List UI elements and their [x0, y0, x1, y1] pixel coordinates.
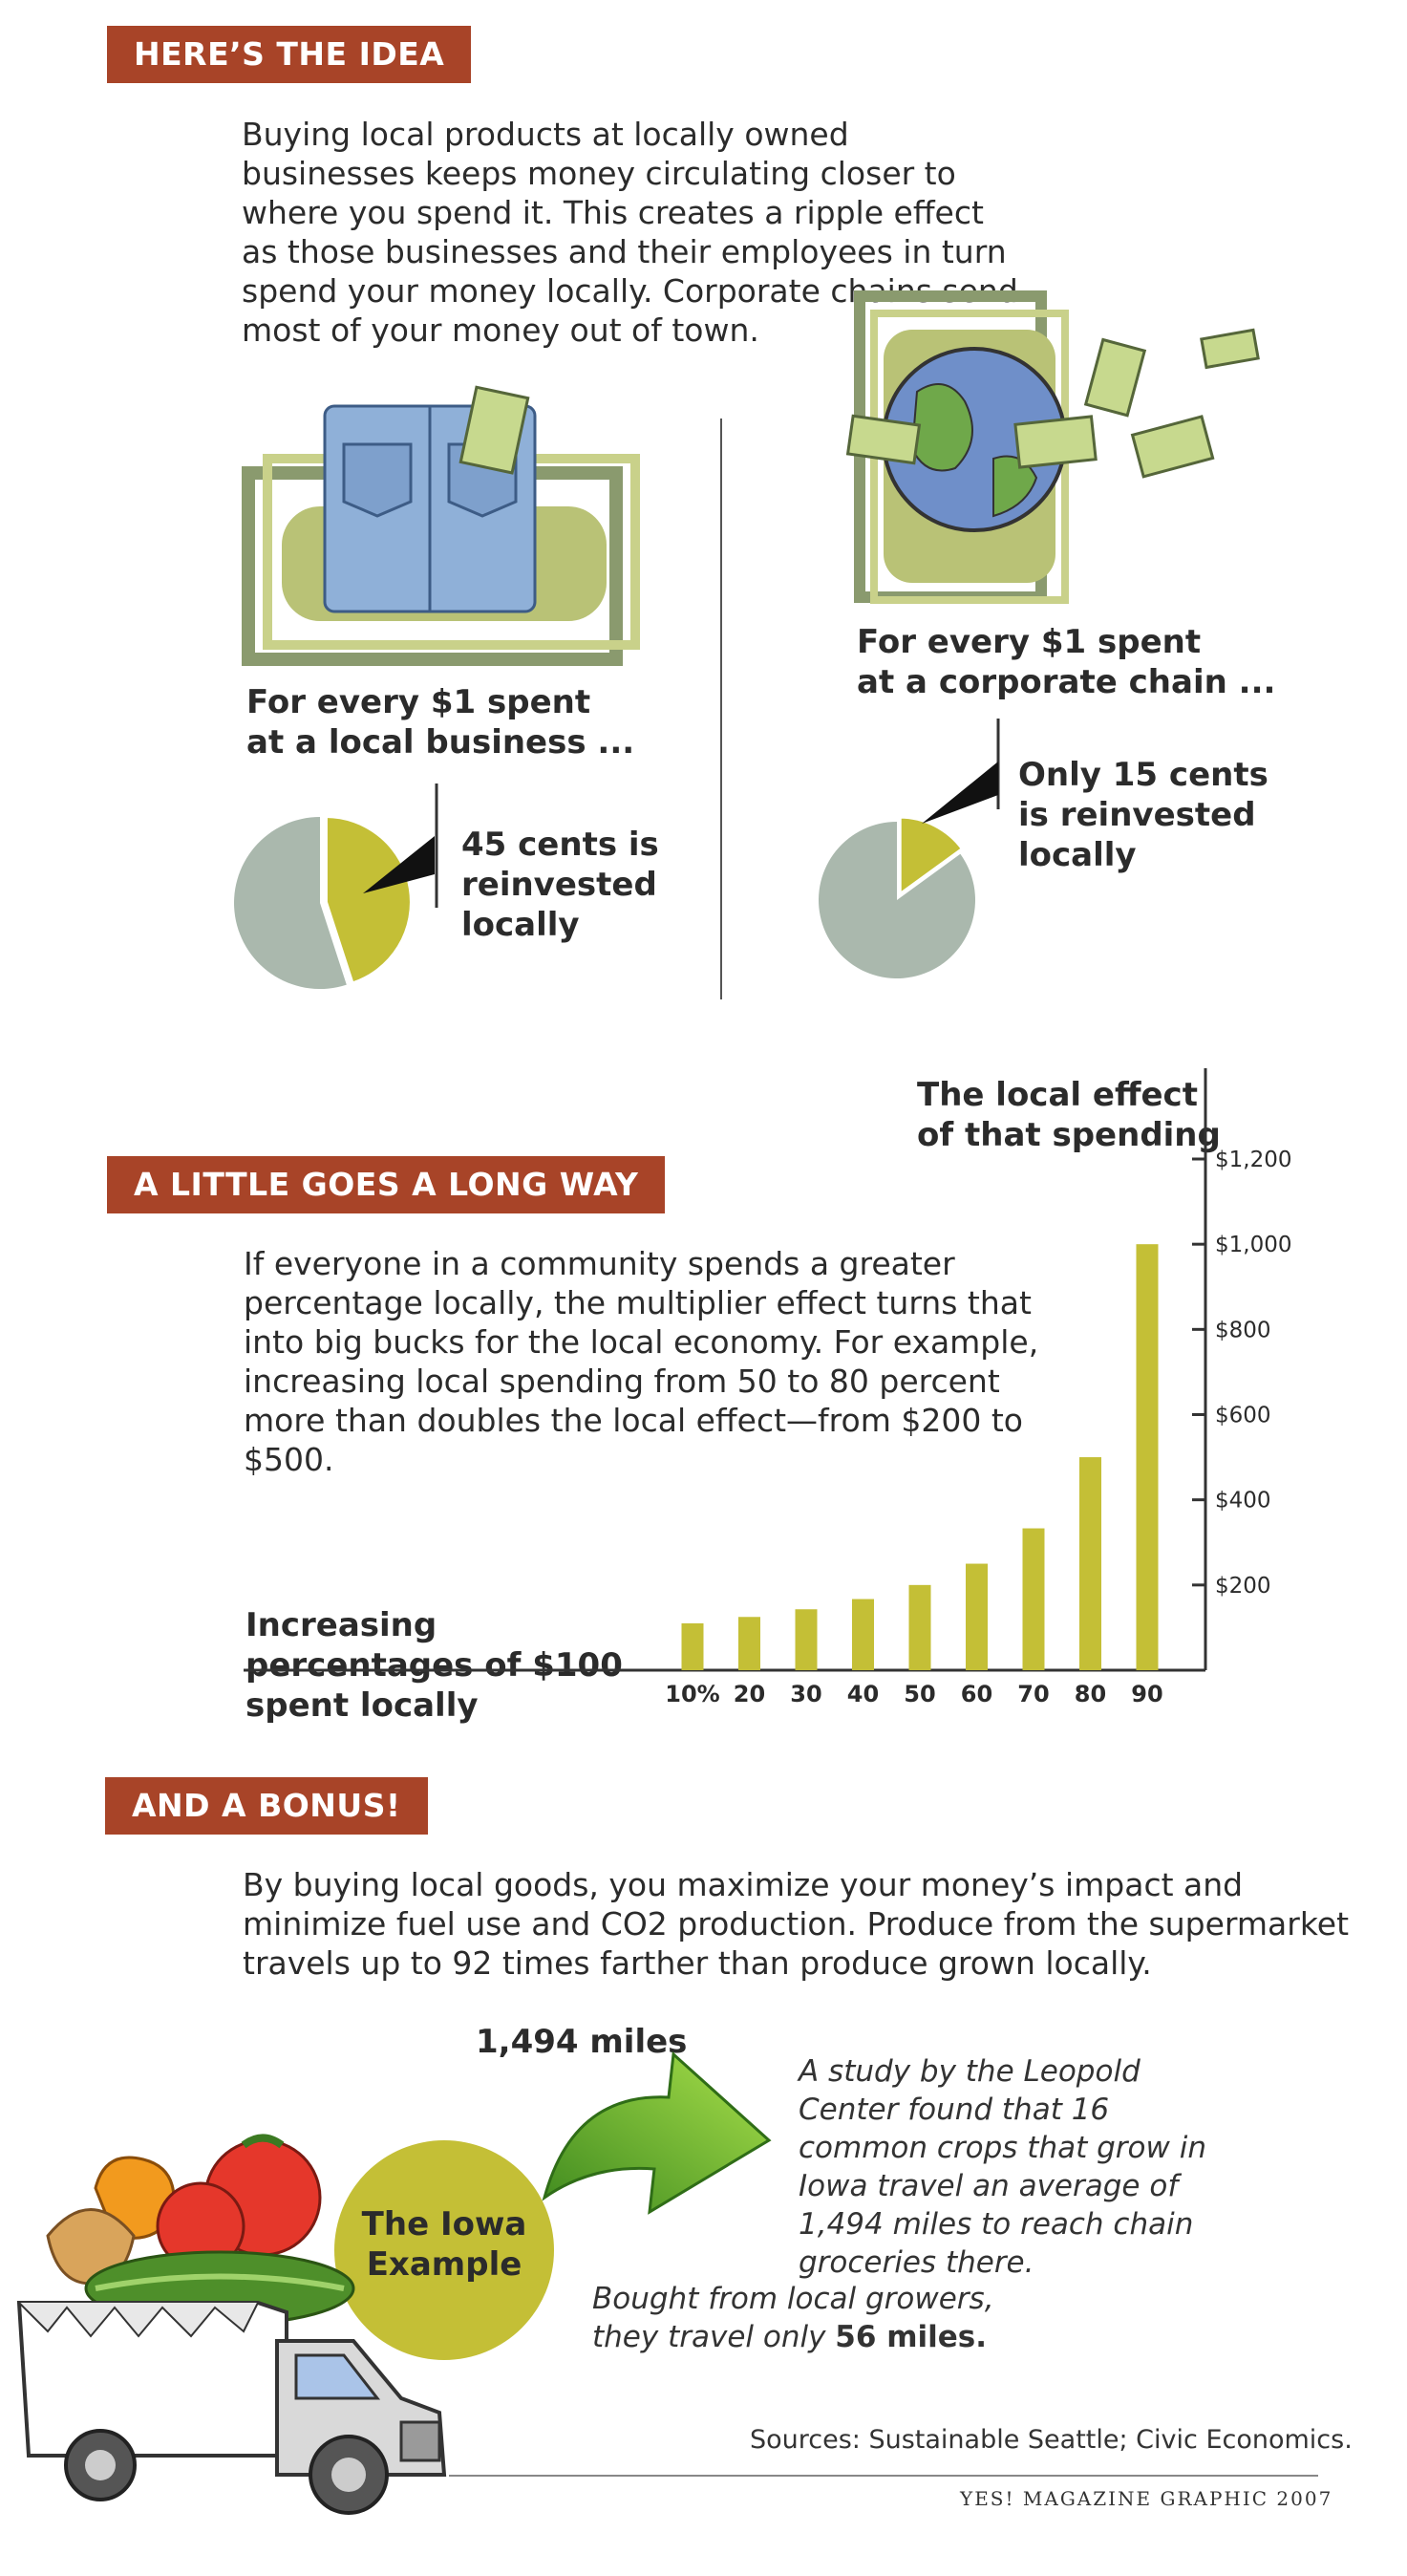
bar	[796, 1609, 818, 1670]
chain-callout-line2: is reinvested	[1018, 796, 1256, 834]
bar-chart-title: The local effect of that spending	[917, 1076, 1221, 1154]
bar	[852, 1599, 874, 1670]
bonus-text: By buying local goods, you maximize your money’s impact and minimize fuel use and CO2 production. Produce from the supermarket travels up to 92 times farther than produce grown locally.	[243, 1866, 1350, 1982]
y-tick-label: $800	[1215, 1318, 1271, 1343]
chain-callout-line1: Only 15 cents	[1018, 756, 1268, 794]
local-growers-line1: Bought from local growers,	[592, 2282, 994, 2316]
idea-banner: HERE’S THE IDEA	[107, 26, 471, 83]
x-tick-label: 10%	[665, 1681, 720, 1707]
local-callout-line1: 45 cents is	[461, 826, 659, 864]
y-tick-label: $600	[1215, 1403, 1271, 1428]
bar	[966, 1564, 988, 1670]
bonus-banner: AND A BONUS!	[105, 1777, 428, 1835]
y-tick-label: $400	[1215, 1488, 1271, 1513]
x-tick-label: 30	[790, 1681, 822, 1707]
local-callout-line3: locally	[461, 906, 580, 944]
local-label-line2: at a local business ...	[246, 723, 635, 762]
produce-truck-icon	[10, 2112, 468, 2513]
footer-rule	[449, 2475, 1318, 2477]
x-tick-label: 90	[1131, 1681, 1163, 1707]
study-text: A study by the Leopold Center found that 16 common crops that grow in Iowa travel an average of 1,494 miles to reach chain groceries there.	[799, 2054, 1206, 2280]
idea-text: Buying local products at locally owned businesses keeps money circulating closer to where you spend it. This creates a ripple effect as those businesses and their employees in turn spend your money locally. Corporate chains send most of your money out of town.	[242, 116, 1018, 349]
bar	[738, 1617, 760, 1670]
x-tick-label: 80	[1074, 1681, 1107, 1707]
iowa-circle-line1: The Iowa	[361, 2205, 527, 2243]
local-callout-line2: reinvested	[461, 866, 657, 904]
chain-callout-line3: locally	[1018, 836, 1137, 874]
x-tick-label: 50	[904, 1681, 936, 1707]
bar	[909, 1585, 931, 1670]
green-arrow-icon	[535, 2007, 783, 2226]
x-tick-label: 60	[960, 1681, 993, 1707]
little-text: If everyone in a community spends a greater percentage locally, the multiplier effect turns that into big bucks for the local economy. For example, increasing local spending from 50 to 80 percent more than doubles the local effect—from $200 to $500.	[244, 1245, 1039, 1478]
little-banner: A LITTLE GOES A LONG WAY	[107, 1156, 665, 1213]
chain-label-line2: at a corporate chain ...	[857, 663, 1276, 701]
bar-chart-xlabel: Increasing percentages of $100 spent locally	[245, 1606, 623, 1725]
iowa-circle-line2: Example	[366, 2245, 522, 2284]
y-tick-label: $200	[1215, 1573, 1271, 1599]
y-tick-label: $1,200	[1215, 1148, 1292, 1172]
footer-credit: YES! MAGAZINE GRAPHIC 2007	[960, 2487, 1333, 2510]
y-tick-label: $1,000	[1215, 1233, 1292, 1258]
bar	[682, 1623, 704, 1670]
distance-label: 1,494 miles	[476, 2023, 688, 2061]
local-label-line1: For every $1 spent	[246, 683, 591, 721]
bar	[1137, 1244, 1159, 1670]
x-tick-label: 20	[733, 1681, 766, 1707]
local-growers-line2: they travel only 56 miles.	[592, 2320, 988, 2354]
chain-label-line1: For every $1 spent	[857, 623, 1202, 661]
sources-text: Sources: Sustainable Seattle; Civic Economics.	[750, 2425, 1353, 2455]
x-tick-label: 40	[846, 1681, 880, 1707]
x-tick-label: 70	[1017, 1681, 1050, 1707]
bar	[1023, 1529, 1045, 1670]
bar	[1079, 1457, 1101, 1670]
